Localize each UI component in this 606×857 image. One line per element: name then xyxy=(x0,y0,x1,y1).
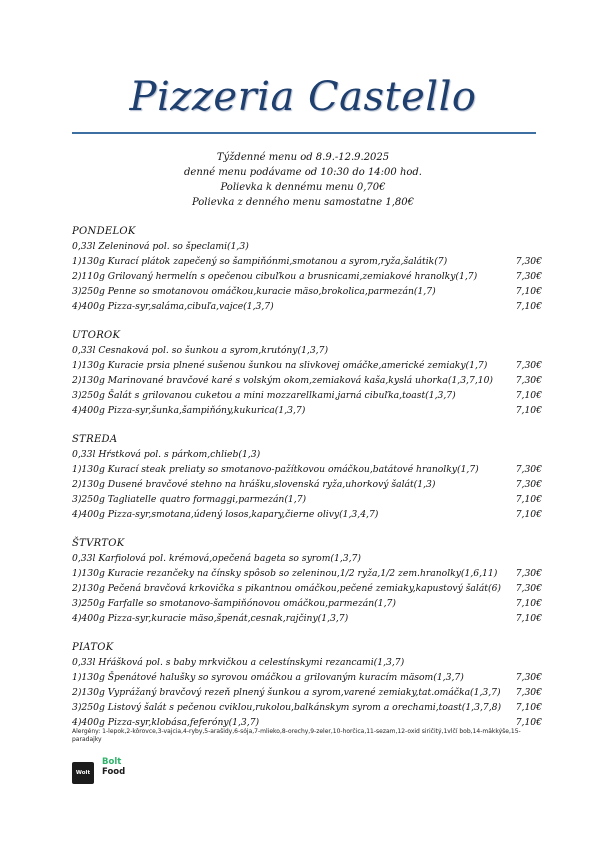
menu-item-text: 1)130g Kurací steak preliaty so smotanovo-pažítkovou omáčkou,batátové hranolky(1,7) xyxy=(72,464,479,475)
serving-hours: denné menu podávame od 10:30 do 14:00 hod. xyxy=(184,167,422,178)
menu-item-text: 1)130g Špenátové halušky so syrovou omáčkou a grilovaným kuracím mäsom(1,3,7) xyxy=(72,672,464,683)
menu-item-price: 7,10€ xyxy=(515,509,542,520)
day-soup: 0,33l Hŕstková pol. s párkom,chlieb(1,3) xyxy=(72,449,261,460)
wolt-logo: Wolt xyxy=(72,762,94,784)
menu-item xyxy=(72,462,542,477)
day-friday xyxy=(72,640,542,730)
restaurant-title: Pizzeria Castello xyxy=(129,74,477,120)
menu-item-price: 7,30€ xyxy=(515,479,542,490)
bolt-food-logo xyxy=(102,757,142,777)
menu-item xyxy=(72,299,542,314)
day-tuesday xyxy=(72,328,542,418)
menu-item-price: 7,10€ xyxy=(515,598,542,609)
menu-item-price: 7,10€ xyxy=(515,405,542,416)
menu-item-text: 4)400g Pizza-syr,šunka,šampiňóny,kukurica(1,3,7) xyxy=(72,405,306,416)
week-range: Týždenné menu od 8.9.-12.9.2025 xyxy=(216,152,390,163)
menu-item-text: 2)110g Grilovaný hermelín s opečenou cibuľkou a brusnicami,zemiakové hranolky(1,7) xyxy=(72,271,478,282)
menu-item-text: 2)130g Marinované bravčové karé s volským okom,zemiaková kaša,kyslá uhorka(1,3,7,10) xyxy=(72,375,494,386)
day-thursday xyxy=(72,536,542,626)
menu-item-text: 4)400g Pizza-syr,kuracie mäso,špenát,cesnak,rajčiny(1,3,7) xyxy=(72,613,349,624)
soup-standalone-price: Polievka z denného menu samostatne 1,80€ xyxy=(191,197,415,208)
menu-item-text: 4)400g Pizza-syr,klobása,feferóny(1,3,7) xyxy=(72,717,260,728)
menu-item-price: 7,10€ xyxy=(515,702,542,713)
bolt-logo-top: Bolt xyxy=(102,757,122,767)
menu-item xyxy=(72,581,542,596)
menu-item xyxy=(72,566,542,581)
menu-item xyxy=(72,492,542,507)
menu-item-price: 7,30€ xyxy=(515,375,542,386)
menu-item-text: 3)250g Farfalle so smotanovo-šampiňónovou omáčkou,parmezán(1,7) xyxy=(72,598,396,609)
menu-item-text: 2)130g Pečená bravčová krkovička s pikantnou omáčkou,pečené zemiaky,kapustový šalát(6) xyxy=(72,583,502,594)
menu-item-text: 3)250g Šalát s grilovanou cuketou a mini mozzarellkami,jarná cibuľka,toast(1,3,7) xyxy=(72,390,456,401)
menu-item-price: 7,30€ xyxy=(515,687,542,698)
menu-item xyxy=(72,670,542,685)
menu-item-text: 2)130g Dusené bravčové stehno na hrášku,slovenská ryža,uhorkový šalát(1,3) xyxy=(72,479,436,490)
allergen-legend: Alergény: 1-lepok,2-kôrovce,3-vajcia,4-ryby,5-arašidy,6-sója,7-mlieko,8-orechy,9-zeler,10-horčica,11-sezam,12-oxid siričitý,1vlčí bob,14-mäkkýše,15-paradajky xyxy=(72,728,521,743)
menu-item-price: 7,30€ xyxy=(515,583,542,594)
day-name: STREDA xyxy=(72,434,118,445)
menu-item-price: 7,10€ xyxy=(515,286,542,297)
menu-item xyxy=(72,388,542,403)
day-soup: 0,33l Hŕášková pol. s baby mrkvičkou a celestínskymi rezancami(1,3,7) xyxy=(72,657,405,668)
menu-item-price: 7,30€ xyxy=(515,464,542,475)
menu-item-price: 7,30€ xyxy=(515,568,542,579)
menu-item-price: 7,10€ xyxy=(515,717,542,728)
menu-item-price: 7,30€ xyxy=(515,672,542,683)
menu-item xyxy=(72,596,542,611)
bolt-logo-bottom: Food xyxy=(102,767,126,777)
day-soup: 0,33l Cesnaková pol. so šunkou a syrom,krutóny(1,3,7) xyxy=(72,345,329,356)
menu-item xyxy=(72,254,542,269)
title-divider xyxy=(72,132,536,134)
day-name: UTOROK xyxy=(72,330,121,341)
menu-item-text: 3)250g Penne so smotanovou omáčkou,kuracie mäso,brokolica,parmezán(1,7) xyxy=(72,286,436,297)
day-name: PIATOK xyxy=(72,642,114,653)
menu-item-price: 7,10€ xyxy=(515,613,542,624)
menu-item xyxy=(72,269,542,284)
weekly-menu xyxy=(72,224,542,744)
day-soup: 0,33l Zeleninová pol. so špeclami(1,3) xyxy=(72,241,249,252)
menu-item-price: 7,10€ xyxy=(515,390,542,401)
menu-item-text: 1)130g Kuracie rezančeky na čínsky spôsob so zeleninou,1/2 ryža,1/2 zem.hranolky(1,6,11) xyxy=(72,568,498,579)
menu-item xyxy=(72,403,542,418)
menu-item xyxy=(72,358,542,373)
menu-item-price: 7,30€ xyxy=(515,360,542,371)
menu-item-text: 3)250g Listový šalát s pečenou cviklou,rukolou,balkánskym syrom a orechami,toast(1,3,7,8) xyxy=(72,702,502,713)
menu-item xyxy=(72,611,542,626)
menu-item xyxy=(72,685,542,700)
menu-item-text: 1)130g Kurací plátok zapečený so šampiňónmi,smotanou a syrom,ryža,šalátik(7) xyxy=(72,256,448,267)
day-monday xyxy=(72,224,542,314)
menu-item xyxy=(72,284,542,299)
menu-item-text: 3)250g Tagliatelle quatro formaggi,parmezán(1,7) xyxy=(72,494,307,505)
day-wednesday xyxy=(72,432,542,522)
day-name: PONDELOK xyxy=(72,226,136,237)
menu-item xyxy=(72,700,542,715)
soup-with-menu-price: Polievka k dennému menu 0,70€ xyxy=(220,182,386,193)
menu-item-text: 2)130g Vyprážaný bravčový rezeň plnený šunkou a syrom,varené zemiaky,tat.omáčka(1,3,7) xyxy=(72,687,501,698)
menu-item-text: 1)130g Kuracie prsia plnené sušenou šunkou na slivkovej omáčke,americké zemiaky(1,7) xyxy=(72,360,488,371)
day-soup: 0,33l Karfiolová pol. krémová,opečená bageta so syrom(1,3,7) xyxy=(72,553,361,564)
menu-item xyxy=(72,477,542,492)
menu-intro xyxy=(0,150,606,210)
menu-item-price: 7,10€ xyxy=(515,494,542,505)
menu-item-text: 4)400g Pizza-syr,smotana,údený losos,kapary,čierne olivy(1,3,4,7) xyxy=(72,509,379,520)
day-name: ŠTVRTOK xyxy=(72,538,125,549)
menu-item-price: 7,10€ xyxy=(515,301,542,312)
menu-item-price: 7,30€ xyxy=(515,271,542,282)
menu-item-price: 7,30€ xyxy=(515,256,542,267)
menu-item-text: 4)400g Pizza-syr,saláma,cibuľa,vajce(1,3,7) xyxy=(72,301,274,312)
menu-item xyxy=(72,373,542,388)
menu-item xyxy=(72,507,542,522)
